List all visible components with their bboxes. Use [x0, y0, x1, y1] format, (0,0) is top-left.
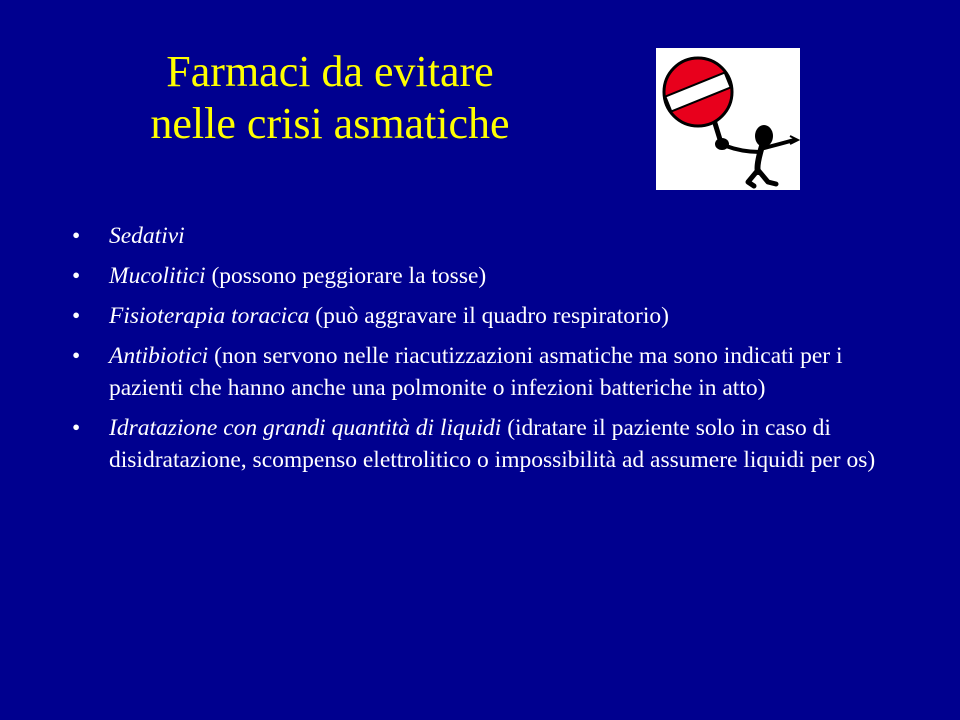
bullet-marker: •	[72, 263, 81, 289]
slide-title	[60, 46, 600, 150]
bullet-italic-text: Fisioterapia toracica	[109, 303, 310, 329]
bullet-text: (può aggravare il quadro respiratorio)	[309, 303, 669, 329]
bullet-italic-text: Sedativi	[109, 223, 185, 249]
bullet-item	[72, 340, 912, 404]
bullet-item	[72, 412, 912, 476]
bullet-item	[72, 220, 912, 252]
bullet-marker: •	[72, 223, 81, 249]
bullet-italic-text: Idratazione con grandi quantità di liquidi	[109, 415, 502, 441]
bullet-text: (possono peggiorare la tosse)	[205, 263, 487, 289]
bullet-text: (idratare il paziente solo in caso di disidratazione, scompenso elettrolitico o impossibilità ad assumere liquidi per os)	[109, 415, 876, 473]
bullet-marker: •	[72, 415, 81, 441]
title-line-2: nelle crisi asmatiche	[150, 99, 510, 148]
no-entry-sign-figure-icon	[656, 48, 800, 190]
bullet-list	[72, 220, 912, 484]
bullet-item	[72, 300, 912, 332]
bullet-text: (non servono nelle riacutizzazioni asmatiche ma sono indicati per i pazienti che hanno anche una polmonite o infezioni batteriche in atto)	[109, 343, 843, 401]
bullet-italic-text: Antibiotici	[109, 343, 209, 369]
bullet-marker: •	[72, 303, 81, 329]
bullet-marker: •	[72, 343, 81, 369]
bullet-italic-text: Mucolitici	[109, 263, 206, 289]
bullet-item	[72, 260, 912, 292]
title-line-1: Farmaci da evitare	[166, 47, 494, 96]
